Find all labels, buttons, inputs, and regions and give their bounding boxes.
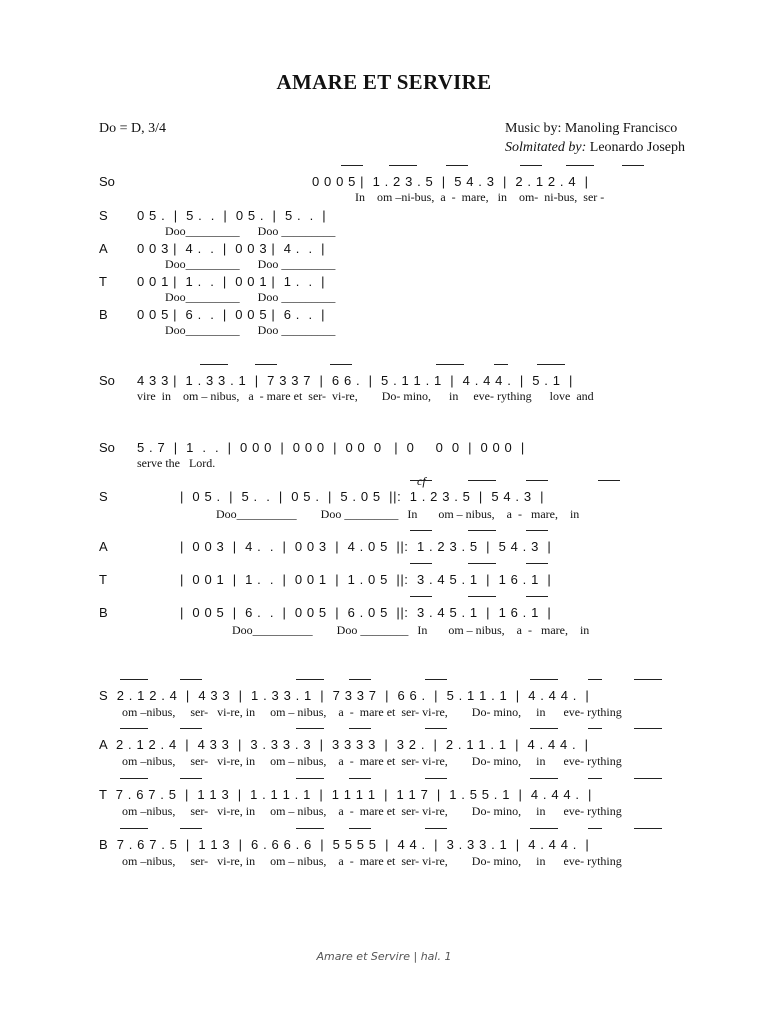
voice-label: S	[99, 489, 108, 504]
lyric-line: om –nibus, ser- vi-re, in om – nibus, a - mare et ser- vi-re, Do- mino, in eve- rything	[122, 754, 622, 768]
notation-line: 0 0 0 5 | 1 . 2 3 . 5 | 5 4 . 3 | 2 . 1 2 . 4 |	[312, 174, 589, 189]
notation-line: B 7 . 6 7 . 5 | 1 1 3 | 6 . 6 6 . 6 | 5 5 5 5 | 4 4 . | 3 . 3 3 . 1 | 4 . 4 4 . |	[99, 837, 590, 852]
lyric-line: om –nibus, ser- vi-re, in om – nibus, a - mare et ser- vi-re, Do- mino, in eve- rything	[122, 854, 622, 868]
lyric-line: serve the Lord.	[137, 456, 216, 470]
lyric-line: Doo_________ Doo _________	[165, 257, 336, 271]
lyric-line: Doo__________ Doo _________ In om – nibus, a - mare, in	[216, 507, 580, 521]
voice-label: So	[99, 373, 115, 388]
voice-label: A	[99, 241, 108, 256]
key-signature: Do = D, 3/4	[99, 121, 167, 136]
voice-label: T	[99, 274, 107, 289]
voice-label: So	[99, 174, 115, 189]
solmitated-name: Leonardo Joseph	[586, 140, 686, 155]
notation-line: | 0 0 1 | 1 . . | 0 0 1 | 1 . 0 5 ||: 3 . 4 5 . 1 | 1 6 . 1 |	[180, 572, 552, 587]
solmitated-label: Solmitated by:	[505, 140, 587, 155]
notation-line: | 0 0 5 | 6 . . | 0 0 5 | 6 . 0 5 ||: 3 . 4 5 . 1 | 1 6 . 1 |	[180, 605, 552, 620]
voice-label: B	[99, 605, 108, 620]
notation-line: A 2 . 1 2 . 4 | 4 3 3 | 3 . 3 3 . 3 | 3 3 3 3 | 3 2 . | 2 . 1 1 . 1 | 4 . 4 4 . |	[99, 737, 589, 752]
lyric-line: om –nibus, ser- vi-re, in om – nibus, a - mare et ser- vi-re, Do- mino, in eve- rything	[122, 705, 622, 719]
dynamic-marking: cf	[417, 474, 426, 488]
lyric-line: Doo_________ Doo _________	[165, 323, 336, 337]
lyric-line: om –nibus, ser- vi-re, in om – nibus, a - mare et ser- vi-re, Do- mino, in eve- rything	[122, 804, 622, 818]
notation-line: 0 0 1 | 1 . . | 0 0 1 | 1 . . |	[137, 274, 326, 289]
voice-label: T	[99, 572, 107, 587]
voice-label: B	[99, 307, 108, 322]
lyric-line: In om –ni-bus, a - mare, in om- ni-bus, ser -	[355, 190, 605, 204]
lyric-line: Doo__________ Doo ________ In om – nibus, a - mare, in	[232, 623, 590, 637]
page-title: AMARE ET SERVIRE	[276, 70, 492, 94]
notation-line: | 0 0 3 | 4 . . | 0 0 3 | 4 . 0 5 ||: 1 . 2 3 . 5 | 5 4 . 3 |	[180, 539, 552, 554]
voice-label: So	[99, 440, 115, 455]
solmitation-credit	[505, 140, 685, 156]
notation-line: 5 . 7 | 1 . . | 0 0 0 | 0 0 0 | 0 0 0 | 0 0 0 | 0 0 0 |	[137, 440, 525, 455]
notation-line: 0 5 . | 5 . . | 0 5 . | 5 . . |	[137, 208, 327, 223]
notation-line: | 0 5 . | 5 . . | 0 5 . | 5 . 0 5 ||: 1 . 2 3 . 5 | 5 4 . 3 |	[180, 489, 545, 504]
voice-label: S	[99, 208, 108, 223]
lyric-line: Doo_________ Doo _________	[165, 224, 336, 238]
notation-line: 0 0 5 | 6 . . | 0 0 5 | 6 . . |	[137, 307, 326, 322]
page-footer: Amare et Servire | hal. 1	[316, 950, 452, 963]
composer-credit: Music by: Manoling Francisco	[505, 121, 678, 136]
notation-line: T 7 . 6 7 . 5 | 1 1 3 | 1 . 1 1 . 1 | 1 1 1 1 | 1 1 7 | 1 . 5 5 . 1 | 4 . 4 4 . |	[99, 787, 593, 802]
lyric-line: vire in om – nibus, a - mare et ser- vi-re, Do- mino, in eve- rything love and	[137, 389, 594, 403]
voice-label: A	[99, 539, 108, 554]
lyric-line: Doo_________ Doo _________	[165, 290, 336, 304]
notation-line: 0 0 3 | 4 . . | 0 0 3 | 4 . . |	[137, 241, 326, 256]
notation-line: S 2 . 1 2 . 4 | 4 3 3 | 1 . 3 3 . 1 | 7 3 3 7 | 6 6 . | 5 . 1 1 . 1 | 4 . 4 4 . |	[99, 688, 590, 703]
notation-line: 4 3 3 | 1 . 3 3 . 1 | 7 3 3 7 | 6 6 . | 5 . 1 1 . 1 | 4 . 4 4 . | 5 . 1 |	[137, 373, 573, 388]
